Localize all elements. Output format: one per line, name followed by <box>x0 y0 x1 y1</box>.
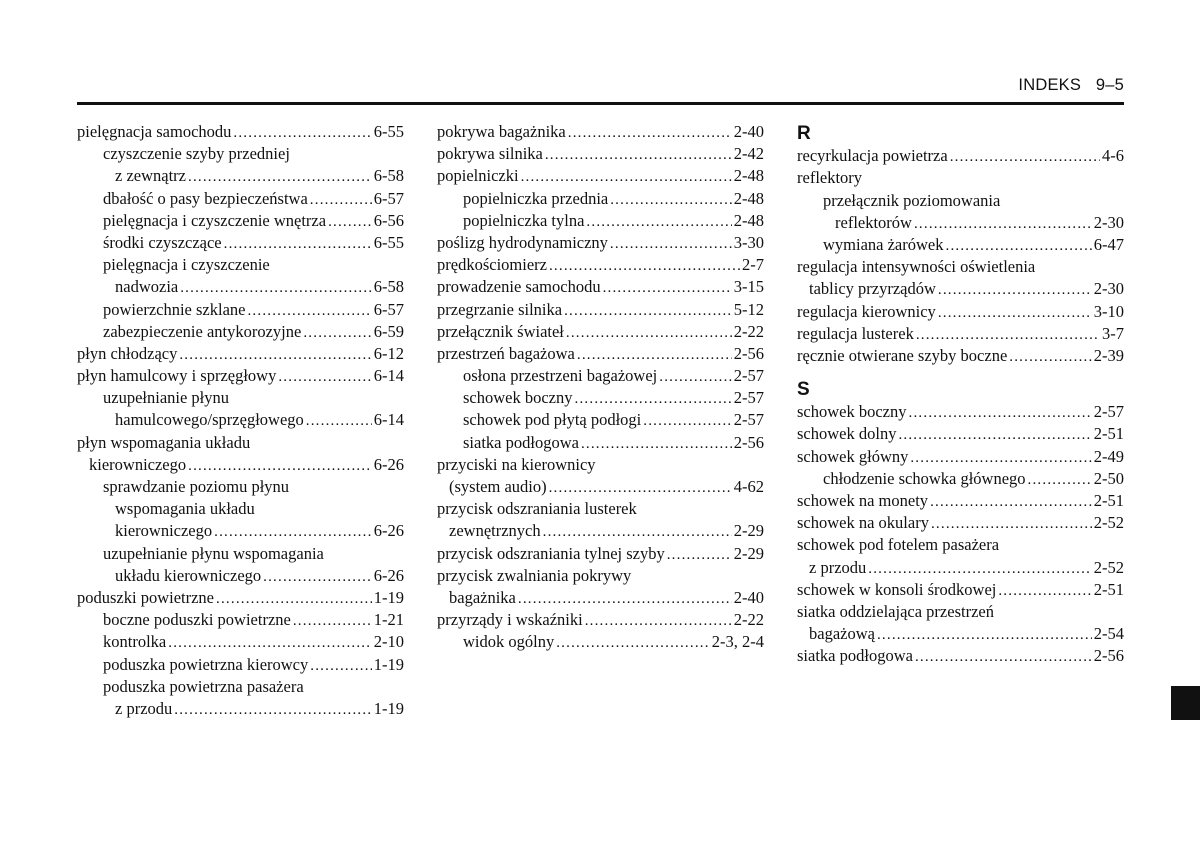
entry-page-ref: 2-3, 2-4 <box>711 632 764 652</box>
entry-page-ref: 2-29 <box>733 543 764 563</box>
entry-term: schowek pod płytą podłogi <box>463 410 642 430</box>
entry-page-ref: 5-12 <box>733 299 764 319</box>
dot-leader <box>946 235 1092 257</box>
entry-page-ref: 2-42 <box>733 144 764 164</box>
dot-leader <box>179 344 371 366</box>
index-entry <box>77 698 404 720</box>
entry-term: schowek boczny <box>463 388 573 408</box>
entry-term: prowadzenie samochodu <box>437 277 601 297</box>
entry-term: pokrywa silnika <box>437 144 543 164</box>
dot-leader <box>549 255 740 277</box>
entry-term: poduszki powietrzne <box>77 587 215 607</box>
index-entry <box>437 254 764 276</box>
entry-term: sprawdzanie poziomu płynu <box>103 477 290 496</box>
dot-leader <box>310 655 371 677</box>
index-entry <box>437 121 764 143</box>
entry-page-ref: 2-56 <box>1093 646 1124 666</box>
entry-page-ref: 2-48 <box>733 210 764 230</box>
entry-term: schowek główny <box>797 446 909 466</box>
entry-term: regulacja lusterek <box>797 323 914 343</box>
index-entry <box>77 121 404 143</box>
dot-leader <box>610 233 732 255</box>
index-entry <box>77 143 404 165</box>
dot-leader <box>188 455 372 477</box>
index-entry <box>77 498 404 520</box>
entry-term: przycisk odszraniania lusterek <box>437 499 637 519</box>
index-entry <box>77 565 404 587</box>
dot-leader <box>310 189 372 211</box>
dot-leader <box>566 322 732 344</box>
index-entry <box>77 631 404 653</box>
index-entry <box>437 387 764 409</box>
index-entry <box>77 609 404 631</box>
entry-term: układu kierowniczego <box>115 565 262 585</box>
dot-leader <box>556 632 710 654</box>
entry-term: z przodu <box>115 698 173 718</box>
entry-page-ref: 6-14 <box>373 410 404 430</box>
index-entry <box>77 476 404 498</box>
entry-page-ref: 2-22 <box>733 610 764 630</box>
entry-term: hamulcowego/sprzęgłowego <box>115 410 304 430</box>
entry-term: przestrzeń bagażowa <box>437 343 575 363</box>
entry-page-ref: 2-57 <box>733 366 764 386</box>
entry-term: pielęgnacja samochodu <box>77 122 232 141</box>
entry-page-ref: 2-56 <box>733 343 764 363</box>
page-header <box>77 76 1124 98</box>
entry-page-ref: 6-59 <box>373 321 404 341</box>
entry-page-ref: 1-19 <box>373 698 404 718</box>
index-entry <box>437 498 764 520</box>
dot-leader <box>667 544 732 566</box>
index-entry <box>797 601 1124 623</box>
entry-term: pielęgnacja i czyszczenie wnętrza <box>103 210 327 230</box>
dot-leader <box>577 344 732 366</box>
dot-leader <box>915 646 1092 668</box>
entry-term: recyrkulacja powietrza <box>797 146 948 166</box>
dot-leader <box>581 433 732 455</box>
entry-page-ref: 2-56 <box>733 432 764 452</box>
header-title: INDEKS <box>1018 76 1082 94</box>
entry-page-ref: 2-54 <box>1093 624 1124 644</box>
dot-leader <box>188 166 372 188</box>
entry-term: bagażową <box>809 624 875 644</box>
index-entry <box>797 345 1124 367</box>
index-entry <box>437 343 764 365</box>
dot-leader <box>233 122 371 144</box>
index-entry <box>77 254 404 276</box>
entry-term: regulacja kierownicy <box>797 301 936 321</box>
entry-term: powierzchnie szklane <box>103 299 246 319</box>
entry-term: płyn chłodzący <box>77 343 178 363</box>
index-entry <box>437 520 764 542</box>
entry-page-ref: 2-22 <box>733 321 764 341</box>
index-entry <box>77 276 404 298</box>
entry-term: kierowniczego <box>115 521 213 541</box>
dot-leader <box>909 402 1092 424</box>
entry-page-ref: 2-40 <box>733 122 764 141</box>
dot-leader <box>877 624 1092 646</box>
dot-leader <box>214 521 372 543</box>
dot-leader <box>216 588 372 610</box>
index-entry <box>77 654 404 676</box>
entry-term: popielniczka przednia <box>463 188 609 208</box>
entry-term: przycisk odszraniania tylnej szyby <box>437 543 665 563</box>
dot-leader <box>610 189 732 211</box>
entry-page-ref: 6-57 <box>373 299 404 319</box>
index-entry <box>77 299 404 321</box>
index-entry <box>797 645 1124 667</box>
dot-leader <box>263 566 372 588</box>
entry-page-ref: 2-40 <box>733 587 764 607</box>
index-entry <box>77 676 404 698</box>
entry-term: widok ogólny <box>463 632 555 652</box>
entry-page-ref: 2-48 <box>733 166 764 186</box>
entry-term: z przodu <box>809 557 867 577</box>
dot-leader <box>938 279 1092 301</box>
entry-page-ref: 2-7 <box>742 255 764 275</box>
entry-page-ref: 2-51 <box>1093 579 1124 599</box>
index-column-1 <box>77 121 404 720</box>
entry-page-ref: 2-50 <box>1093 468 1124 488</box>
dot-leader <box>303 322 371 344</box>
entry-term: bagażnika <box>449 587 516 607</box>
entry-page-ref: 6-14 <box>373 366 404 386</box>
entry-term: uzupełnianie płynu <box>103 388 230 408</box>
index-column-3 <box>797 123 1124 668</box>
entry-term: poślizg hydrodynamiczny <box>437 232 608 252</box>
entry-term: przegrzanie silnika <box>437 299 563 319</box>
dot-leader <box>575 388 732 410</box>
entry-term: schowek pod fotelem pasażera <box>797 535 1000 555</box>
dot-leader <box>174 699 371 721</box>
chapter-thumb-tab <box>1171 686 1200 720</box>
entry-term: przełącznik świateł <box>437 321 564 341</box>
dot-leader <box>180 277 372 299</box>
section-letter: S <box>797 379 810 401</box>
entry-term: tablicy przyrządów <box>809 279 936 299</box>
index-entry <box>437 631 764 653</box>
entry-page-ref: 6-55 <box>373 232 404 252</box>
entry-page-ref: 1-19 <box>373 587 404 607</box>
dot-leader <box>549 477 732 499</box>
index-entry <box>797 468 1124 490</box>
dot-leader <box>168 632 372 654</box>
entry-term: zabezpieczenie antykorozyjne <box>103 321 302 341</box>
entry-page-ref: 4-62 <box>733 477 764 496</box>
section-letter: R <box>797 123 811 144</box>
index-column-2 <box>437 121 764 654</box>
dot-leader <box>306 410 372 432</box>
entry-term: boczne poduszki powietrzne <box>103 610 291 630</box>
dot-leader <box>898 424 1091 446</box>
entry-page-ref: 2-39 <box>1093 345 1124 365</box>
index-entry <box>77 232 404 254</box>
entry-term: schowek na okulary <box>797 513 929 533</box>
index-entry <box>437 454 764 476</box>
dot-leader <box>278 366 371 388</box>
entry-term: pokrywa bagażnika <box>437 122 566 141</box>
entry-page-ref: 2-57 <box>1093 402 1124 422</box>
index-entry <box>437 232 764 254</box>
index-entry <box>797 623 1124 645</box>
entry-page-ref: 6-26 <box>373 565 404 585</box>
entry-term: przyrządy i wskaźniki <box>437 610 583 630</box>
entry-term: schowek dolny <box>797 424 897 444</box>
index-entry <box>77 165 404 187</box>
dot-leader <box>998 580 1091 602</box>
entry-term: reflektorów <box>835 212 912 232</box>
index-entry <box>797 190 1124 212</box>
index-entry <box>77 188 404 210</box>
index-entry <box>437 476 764 498</box>
dot-leader <box>564 300 732 322</box>
entry-page-ref: 1-19 <box>373 654 404 674</box>
entry-term: wspomagania układu <box>115 499 255 519</box>
dot-leader <box>931 513 1092 535</box>
index-entry <box>797 278 1124 300</box>
dot-leader <box>328 211 372 233</box>
index-entry <box>77 543 404 565</box>
dot-leader <box>916 324 1100 346</box>
entry-term: schowek w konsoli środkowej <box>797 579 997 599</box>
dot-leader <box>247 300 371 322</box>
index-entry <box>437 165 764 187</box>
dot-leader <box>585 610 732 632</box>
index-entry <box>437 143 764 165</box>
index-entry <box>437 276 764 298</box>
dot-leader <box>930 491 1092 513</box>
dot-leader <box>1009 346 1091 368</box>
entry-page-ref: 3-10 <box>1093 301 1124 321</box>
header-rule <box>77 102 1124 105</box>
index-entry <box>437 188 764 210</box>
index-entry <box>797 145 1124 167</box>
entry-term: przyciski na kierownicy <box>437 454 596 474</box>
entry-term: popielniczki <box>437 166 519 186</box>
entry-term: środki czyszczące <box>103 232 222 252</box>
dot-leader <box>543 521 732 543</box>
entry-page-ref: 4-6 <box>1102 146 1124 166</box>
entry-term: kontrolka <box>103 632 167 652</box>
index-entry <box>437 299 764 321</box>
index-entry <box>77 409 404 431</box>
dot-leader <box>521 166 732 188</box>
entry-term: (system audio) <box>449 477 547 496</box>
index-entry <box>797 323 1124 345</box>
index-entry <box>77 321 404 343</box>
dot-leader <box>914 213 1092 235</box>
index-entry <box>437 565 764 587</box>
entry-page-ref: 2-52 <box>1093 557 1124 577</box>
dot-leader <box>603 277 732 299</box>
entry-term: pielęgnacja i czyszczenie <box>103 255 270 275</box>
entry-term: siatka podłogowa <box>463 432 579 452</box>
index-entry <box>77 454 404 476</box>
entry-page-ref: 6-26 <box>373 521 404 541</box>
entry-page-ref: 6-47 <box>1093 234 1124 254</box>
index-entry <box>797 167 1124 189</box>
entry-page-ref: 3-7 <box>1102 323 1124 343</box>
entry-page-ref: 6-26 <box>373 454 404 474</box>
section-gap <box>797 367 1124 379</box>
entry-page-ref: 2-29 <box>733 521 764 541</box>
entry-page-ref: 2-51 <box>1093 491 1124 510</box>
index-entry <box>437 587 764 609</box>
index-entry <box>77 520 404 542</box>
index-entry <box>437 609 764 631</box>
entry-page-ref: 6-58 <box>373 277 404 297</box>
index-entry <box>797 256 1124 278</box>
entry-term: popielniczka tylna <box>463 210 585 230</box>
entry-term: schowek boczny <box>797 402 907 422</box>
entry-page-ref: 6-12 <box>373 343 404 363</box>
index-entry <box>77 343 404 365</box>
index-entry <box>797 446 1124 468</box>
index-entry <box>797 579 1124 601</box>
index-entry <box>77 587 404 609</box>
entry-term: dbałość o pasy bezpieczeństwa <box>103 188 308 208</box>
entry-page-ref: 6-57 <box>373 188 404 208</box>
dot-leader <box>1028 469 1092 491</box>
entry-term: chłodzenie schowka głównego <box>823 468 1026 488</box>
entry-page-ref: 2-51 <box>1093 424 1124 444</box>
entry-term: poduszka powietrzna kierowcy <box>103 654 309 674</box>
entry-term: siatka oddzielająca przestrzeń <box>797 601 994 621</box>
index-entry <box>437 409 764 431</box>
entry-term: przełącznik poziomowania <box>823 190 1001 210</box>
index-entry <box>797 212 1124 234</box>
entry-term: wymiana żarówek <box>823 234 944 254</box>
entry-page-ref: 2-57 <box>733 388 764 408</box>
entry-page-ref: 2-48 <box>733 188 764 208</box>
entry-term: osłona przestrzeni bagażowej <box>463 366 658 386</box>
entry-term: regulacja intensywności oświetlenia <box>797 257 1036 277</box>
entry-term: płyn hamulcowy i sprzęgłowy <box>77 366 277 386</box>
dot-leader <box>659 366 732 388</box>
dot-leader <box>586 211 731 233</box>
entry-page-ref: 2-30 <box>1093 279 1124 299</box>
entry-term: siatka podłogowa <box>797 646 913 666</box>
index-entry <box>437 321 764 343</box>
entry-page-ref: 2-57 <box>733 410 764 430</box>
header-page-number: 9–5 <box>1095 76 1124 94</box>
entry-term: płyn wspomagania układu <box>77 432 251 452</box>
index-entry <box>797 557 1124 579</box>
dot-leader <box>224 233 372 255</box>
index-entry <box>797 490 1124 512</box>
entry-page-ref: 2-30 <box>1093 212 1124 232</box>
entry-term: z zewnątrz <box>115 166 186 186</box>
index-entry <box>797 534 1124 556</box>
entry-term: reflektory <box>797 168 863 188</box>
entry-page-ref: 2-52 <box>1093 513 1124 533</box>
index-entry <box>77 432 404 454</box>
entry-page-ref: 3-15 <box>733 277 764 297</box>
entry-term: przycisk zwalniania pokrywy <box>437 565 632 585</box>
entry-page-ref: 6-55 <box>373 122 404 141</box>
dot-leader <box>293 610 372 632</box>
entry-page-ref: 2-10 <box>373 632 404 652</box>
entry-term: schowek na monety <box>797 491 929 510</box>
index-entry <box>797 423 1124 445</box>
dot-leader <box>545 144 732 166</box>
index-entry <box>797 234 1124 256</box>
index-entry <box>797 401 1124 423</box>
entry-term: zewnętrznych <box>449 521 541 541</box>
dot-leader <box>938 302 1092 324</box>
dot-leader <box>868 558 1091 580</box>
index-entry <box>437 210 764 232</box>
entry-page-ref: 2-49 <box>1093 446 1124 466</box>
entry-term: nadwozia <box>115 277 179 297</box>
entry-page-ref: 1-21 <box>373 610 404 630</box>
dot-leader <box>518 588 732 610</box>
index-entry <box>437 432 764 454</box>
index-entry <box>797 301 1124 323</box>
entry-term: prędkościomierz <box>437 255 547 275</box>
entry-page-ref: 6-58 <box>373 166 404 186</box>
entry-term: ręcznie otwierane szyby boczne <box>797 345 1008 365</box>
entry-term: kierowniczego <box>89 454 187 474</box>
entry-page-ref: 3-30 <box>733 232 764 252</box>
dot-leader <box>950 146 1100 168</box>
index-entry <box>77 365 404 387</box>
index-entry <box>77 210 404 232</box>
entry-page-ref: 6-56 <box>373 210 404 230</box>
index-entry <box>797 512 1124 534</box>
entry-term: poduszka powietrzna pasażera <box>103 676 304 696</box>
index-entry <box>437 365 764 387</box>
entry-term: uzupełnianie płynu wspomagania <box>103 543 324 563</box>
index-entry <box>437 543 764 565</box>
dot-leader <box>568 122 732 144</box>
index-entry <box>77 387 404 409</box>
dot-leader <box>910 447 1091 469</box>
entry-term: czyszczenie szyby przedniej <box>103 144 290 164</box>
dot-leader <box>643 410 731 432</box>
